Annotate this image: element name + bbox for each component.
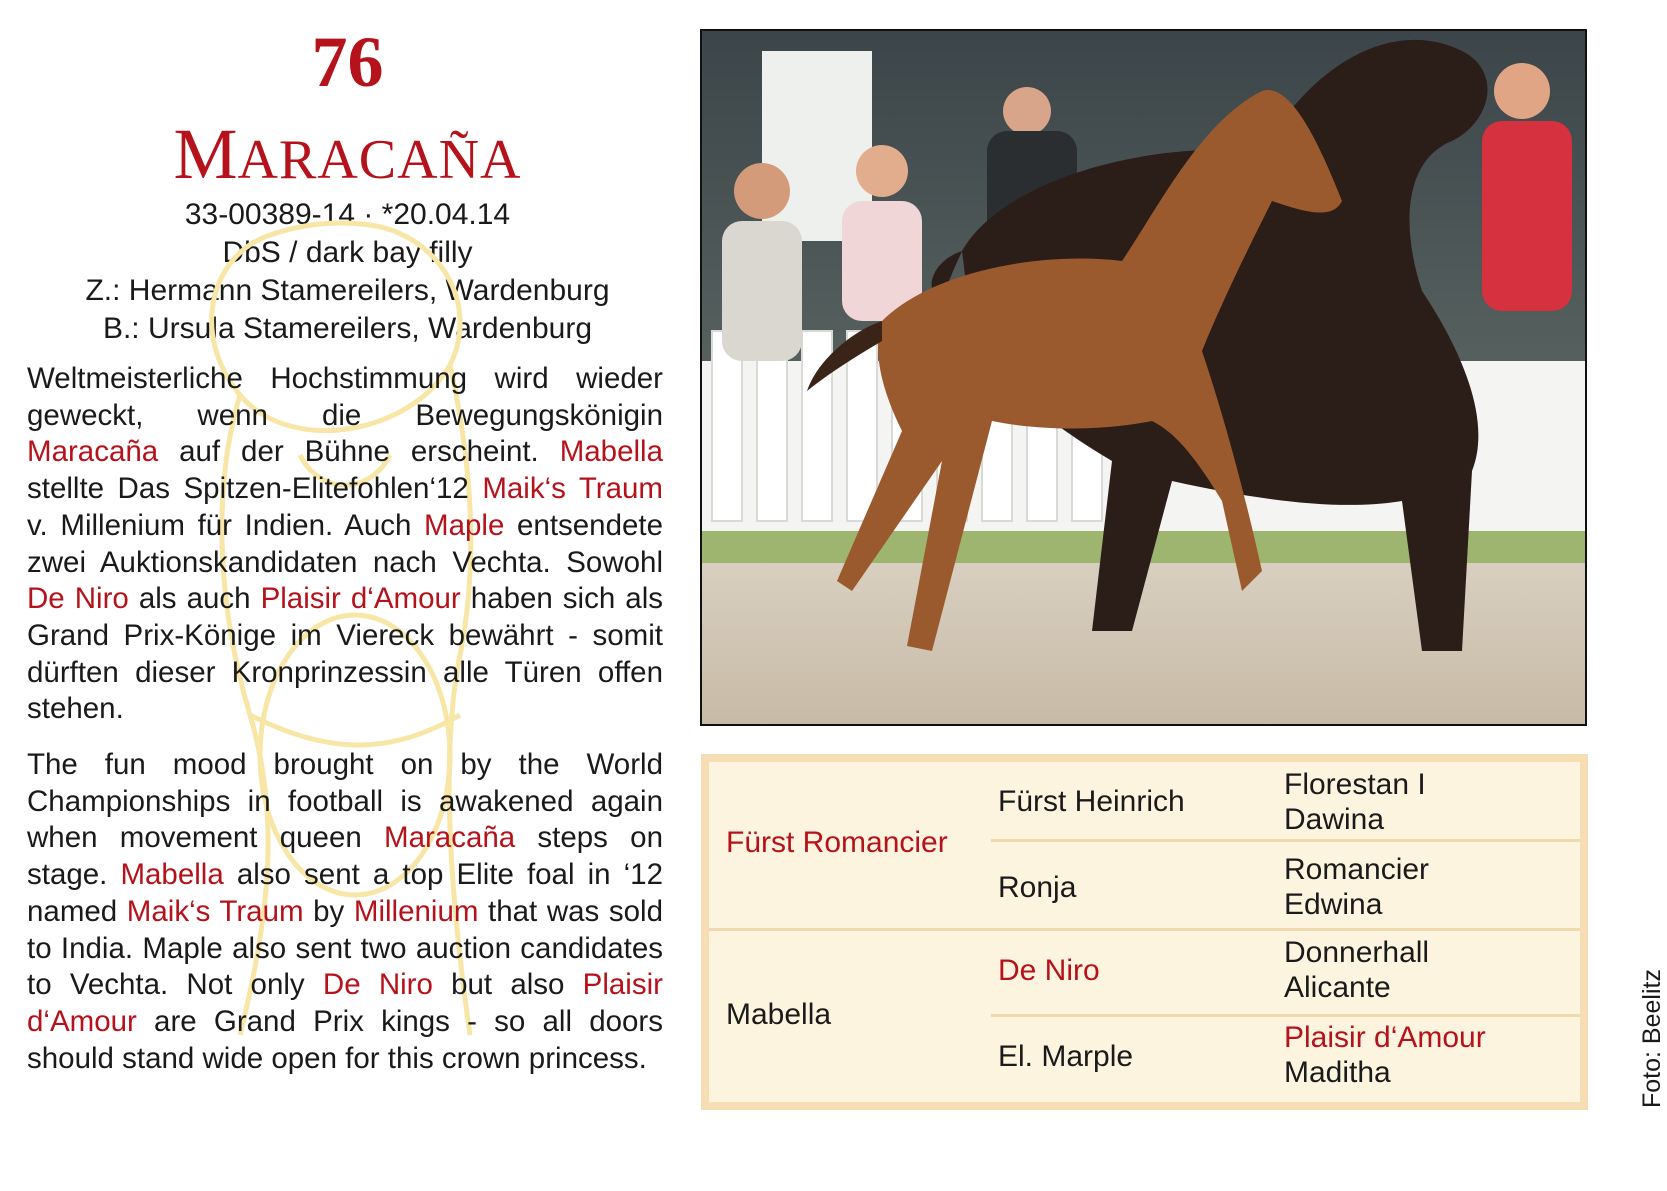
id-line: 33-00389-14 · *20.04.14	[184, 198, 511, 231]
german-paragraph	[27, 361, 663, 728]
en-link-plaisir: Plaisir d‘Amour	[27, 968, 663, 1038]
horse-name	[0, 112, 695, 202]
en-text-5: that was sold to India. Maple also sent two auction candidates to Vechta. Not only	[27, 894, 663, 1002]
mare-and-foal-illustration	[702, 31, 1585, 724]
owner-line: B.: Ursula Stamereilers, Wardenburg	[102, 312, 593, 345]
pedigree-ds-sire: Donnerhall	[1284, 936, 1430, 969]
en-link-millenium: Millenium	[353, 894, 479, 928]
pedigree-ss-sire: Florestan I	[1284, 768, 1426, 801]
pedigree-dam-dam: El. Marple	[998, 1040, 1134, 1073]
english-description	[27, 747, 663, 1077]
photo-credit: Foto: Beelitz	[1638, 969, 1666, 1108]
en-text-3: also sent a top Elite foal in ‘12 named	[27, 858, 663, 928]
en-link-de-niro: De Niro	[322, 968, 433, 1002]
de-text-4: v. Millenium für Indien. Auch	[27, 508, 425, 542]
de-link-maple: Maple	[424, 508, 505, 542]
english-paragraph	[27, 747, 663, 1077]
lot-number: 76	[311, 22, 384, 102]
en-text-7: are Grand Prix kings - so all doors should stand wide open for this crown princess.	[27, 1004, 663, 1075]
en-link-maiks-traum: Maik‘s Traum	[126, 894, 304, 928]
pedigree-dd-dam: Maditha	[1284, 1056, 1391, 1089]
pedigree-sire: Fürst Romancier	[726, 826, 948, 859]
de-link-maracana: Maracaña	[27, 435, 159, 469]
de-text-5: entsendete zwei Auktionskandidaten nach Vechta. Sowohl	[27, 508, 663, 579]
pedigree-sire-dam: Ronja	[998, 871, 1077, 904]
de-text-6: als auch	[128, 582, 261, 616]
pedigree-sd-dam: Edwina	[1284, 888, 1383, 921]
en-text-4: by	[303, 894, 354, 928]
de-link-maiks-traum: Maik‘s Traum	[482, 472, 663, 506]
de-link-de-niro: De Niro	[27, 582, 129, 616]
pedigree-inner	[709, 762, 1580, 1102]
en-text-6: but also	[432, 968, 583, 1002]
german-description	[27, 361, 663, 728]
horse-photo	[700, 29, 1587, 726]
breeder-line: Z.: Hermann Stamereilers, Wardenburg	[85, 274, 610, 307]
pedigree-dam: Mabella	[726, 998, 832, 1031]
horse-name-initial: M	[173, 114, 238, 194]
en-link-mabella: Mabella	[120, 858, 224, 892]
de-text-1: Weltmeisterliche Hochstimmung wird wieder geweckt, wenn die Bewegungskönigin	[27, 362, 663, 432]
de-link-mabella: Mabella	[559, 435, 663, 469]
en-link-maracana: Maracaña	[384, 821, 516, 855]
de-text-7: haben sich als Grand Prix-Könige im Viereck bewährt - somit dürften dieser Kronprinzessin alle Türen offen stehen.	[27, 582, 663, 726]
de-text-2: auf der Bühne erscheint.	[158, 435, 560, 469]
pedigree-divider-main	[709, 928, 1580, 931]
en-text-2: steps on stage.	[27, 821, 663, 892]
pedigree-ss-dam: Dawina	[1284, 803, 1385, 836]
pedigree-sd-sire: Romancier	[1284, 853, 1430, 886]
pedigree-table	[701, 754, 1588, 1110]
pedigree-ds-dam: Alicante	[1284, 971, 1391, 1004]
de-link-plaisir: Plaisir d‘Amour	[260, 582, 461, 616]
color-line: DbS / dark bay filly	[222, 236, 473, 269]
horse-name-rest: ARACAÑA	[237, 129, 522, 191]
pedigree-dd-sire: Plaisir d‘Amour	[1284, 1021, 1486, 1054]
pedigree-dam-sire: De Niro	[998, 954, 1100, 987]
pedigree-sire-sire: Fürst Heinrich	[998, 785, 1185, 818]
pedigree-divider-top	[991, 839, 1580, 842]
de-text-3: stellte Das Spitzen-Elitefohlen‘12	[27, 472, 483, 506]
en-text-1: The fun mood brought on by the World Championships in football is awakened again when movement queen	[27, 748, 663, 855]
pedigree-divider-bottom	[991, 1014, 1580, 1017]
